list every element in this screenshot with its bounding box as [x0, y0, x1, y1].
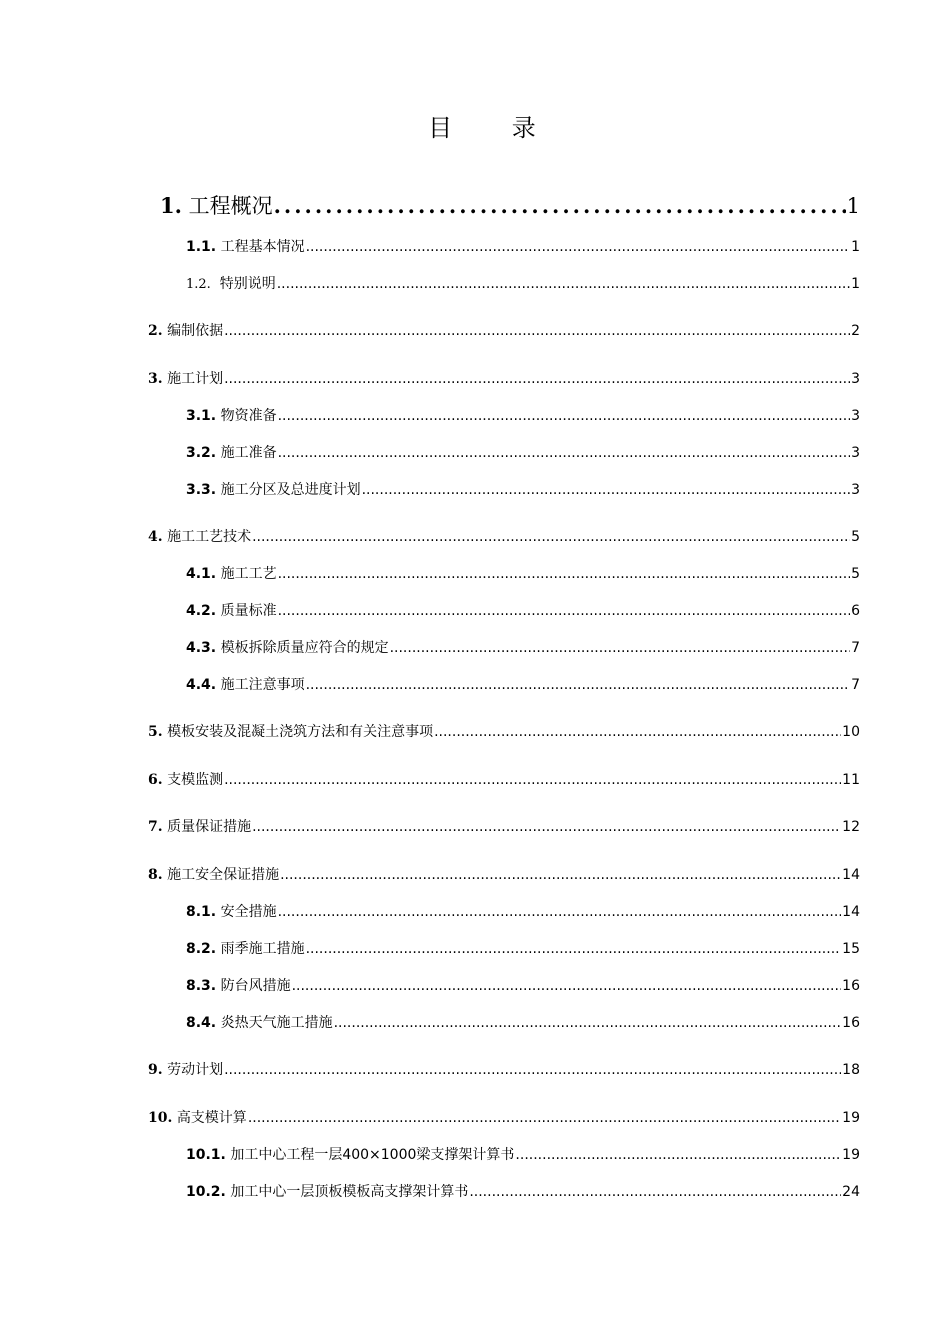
toc-entry-text: 高支模计算: [176, 1110, 247, 1126]
toc-entry-page: 16: [842, 1015, 860, 1031]
toc-entry-page: 3: [851, 482, 860, 498]
toc-entry-number: 3.2.: [186, 445, 217, 461]
toc-entry-number: 2.: [148, 323, 163, 339]
dot-leader: [280, 867, 841, 883]
toc-entry-1-2[interactable]: [186, 273, 860, 293]
dot-leader: [278, 603, 851, 619]
toc-entry-page: 12: [842, 819, 860, 835]
toc-entry-text: 炎热天气施工措施: [220, 1015, 333, 1031]
toc-entry-page: 1: [851, 276, 860, 292]
toc-entry-number: 4.2.: [186, 603, 217, 619]
toc-entry-4-3[interactable]: [186, 637, 860, 657]
dot-leader: [252, 529, 850, 545]
dot-leader: [306, 677, 851, 693]
toc-entry-8-4[interactable]: [186, 1012, 860, 1032]
dot-leader: [306, 941, 842, 957]
toc-entry-number: 8.2.: [186, 941, 217, 957]
dot-leader: [277, 276, 850, 292]
toc-entry-4-4[interactable]: [186, 674, 860, 694]
toc-entry-number: 10.2.: [186, 1184, 226, 1200]
dot-leader: [292, 978, 842, 994]
toc-entry-text: 特别说明: [219, 276, 276, 292]
toc-entry-3-2[interactable]: [186, 442, 860, 462]
toc-entry-text: 支模监测: [167, 772, 224, 788]
toc-entry-5[interactable]: [148, 721, 860, 741]
toc-entry-text: 施工工艺: [220, 566, 277, 582]
dot-leader: [390, 640, 851, 656]
toc-entry-8-1[interactable]: [186, 901, 860, 921]
dot-leader: [434, 724, 841, 740]
toc-entry-3-3[interactable]: [186, 479, 860, 499]
toc-entry-text: 模板拆除质量应符合的规定: [220, 640, 389, 656]
toc-entry-6[interactable]: [148, 769, 860, 789]
toc-entry-number: 8.1.: [186, 904, 217, 920]
toc-entry-page: 19: [842, 1110, 860, 1126]
toc-entry-number: 7.: [148, 819, 163, 835]
toc-entry-8-3[interactable]: [186, 975, 860, 995]
toc-entry-number: 10.1.: [186, 1147, 226, 1163]
toc-entry-text: 工程概况: [188, 194, 273, 218]
toc-entry-page: 10: [842, 724, 860, 740]
toc-entry-page: 24: [842, 1184, 860, 1200]
toc-entry-text: 物资准备: [220, 408, 277, 424]
toc-entry-text: 施工注意事项: [220, 677, 305, 693]
toc-entry-2[interactable]: [148, 320, 860, 340]
toc-entry-text: 雨季施工措施: [220, 941, 305, 957]
toc-entry-number: 4.: [148, 529, 163, 545]
dot-leader: [224, 371, 850, 387]
dot-leader: [224, 323, 850, 339]
toc-entry-page: 6: [851, 603, 860, 619]
toc-title: 目 录: [428, 114, 562, 142]
toc-entry-page: 7: [851, 677, 860, 693]
dot-leader: [469, 1184, 841, 1200]
toc-entry-text: 质量保证措施: [167, 819, 252, 835]
toc-entry-number: 4.3.: [186, 640, 217, 656]
toc-entry-number: 1.: [160, 193, 182, 218]
toc-entry-page: 1: [851, 239, 860, 255]
dot-leader: [278, 566, 851, 582]
toc-entry-page: 5: [851, 566, 860, 582]
toc-entry-text: 质量标准: [220, 603, 277, 619]
toc-entry-page: 7: [851, 640, 860, 656]
toc-entry-page: 3: [851, 371, 860, 387]
toc-entry-text: 加工中心一层顶板模板高支撑架计算书: [230, 1184, 469, 1200]
dot-leader: [306, 239, 851, 255]
toc-entry-number: 4.1.: [186, 566, 217, 582]
toc-entry-page: 14: [842, 904, 860, 920]
toc-entry-10[interactable]: [148, 1107, 860, 1127]
toc-entry-number: 8.4.: [186, 1015, 217, 1031]
toc-entry-text: 施工计划: [167, 371, 224, 387]
toc-entry-number: 4.4.: [186, 677, 217, 693]
toc-entry-number: 1.1.: [186, 239, 217, 255]
dot-leader: [362, 482, 851, 498]
toc-entry-number: 9.: [148, 1062, 163, 1078]
dot-leader: [334, 1015, 842, 1031]
toc-entry-number: 1.2.: [186, 277, 211, 292]
toc-entry-text: 施工安全保证措施: [167, 867, 280, 883]
toc-entry-text: 工程基本情况: [220, 239, 305, 255]
toc-entry-page: 19: [842, 1147, 860, 1163]
toc-entry-10-2[interactable]: [186, 1181, 860, 1201]
toc-entry-page: 1: [846, 194, 860, 218]
toc-entry-3-1[interactable]: [186, 405, 860, 425]
toc-entry-1[interactable]: [160, 190, 860, 220]
toc-entry-10-1[interactable]: [186, 1144, 860, 1164]
toc-entry-4-1[interactable]: [186, 563, 860, 583]
toc-entry-number: 3.3.: [186, 482, 217, 498]
toc-entry-text: 安全措施: [220, 904, 277, 920]
toc-entry-number: 6.: [148, 772, 163, 788]
dot-leader: [278, 445, 851, 461]
dot-leader: [224, 1062, 841, 1078]
toc-entry-page: 3: [851, 445, 860, 461]
toc-entry-number: 10.: [148, 1110, 173, 1126]
toc-entry-number: 5.: [148, 724, 163, 740]
toc-entry-number: 3.1.: [186, 408, 217, 424]
dot-leader: [224, 772, 841, 788]
toc-entry-page: 11: [842, 772, 860, 788]
dot-leader: [248, 1110, 841, 1126]
toc-entry-page: 5: [851, 529, 860, 545]
toc-entry-page: 14: [842, 867, 860, 883]
toc-entry-number: 3.: [148, 371, 163, 387]
toc-entry-text: 劳动计划: [167, 1062, 224, 1078]
toc-entry-number: 8.3.: [186, 978, 217, 994]
toc-entry-text: 加工中心工程一层400×1000梁支撑架计算书: [230, 1147, 515, 1163]
toc-entry-page: 18: [842, 1062, 860, 1078]
toc-entry-7[interactable]: [148, 816, 860, 836]
toc-entry-1-1[interactable]: [186, 236, 860, 256]
toc-entry-page: 15: [842, 941, 860, 957]
dot-leader: [252, 819, 841, 835]
toc-entry-page: 16: [842, 978, 860, 994]
dot-leader: [515, 1147, 841, 1163]
toc-entry-3[interactable]: [148, 368, 860, 388]
toc-entry-8-2[interactable]: [186, 938, 860, 958]
toc-entry-number: 8.: [148, 867, 163, 883]
dot-leader: [278, 408, 851, 424]
toc-entry-page: 3: [851, 408, 860, 424]
toc-entry-text: 施工工艺技术: [167, 529, 252, 545]
toc-entry-text: 编制依据: [167, 323, 224, 339]
toc-entry-text: 模板安装及混凝土浇筑方法和有关注意事项: [167, 724, 434, 740]
toc-entry-page: 2: [851, 323, 860, 339]
toc-entry-8[interactable]: [148, 864, 860, 884]
toc-entry-text: 防台风措施: [220, 978, 291, 994]
toc-entry-4-2[interactable]: [186, 600, 860, 620]
toc-entry-9[interactable]: [148, 1059, 860, 1079]
toc-entry-4[interactable]: [148, 526, 860, 546]
toc-entry-text: 施工准备: [220, 445, 277, 461]
dot-leader: [274, 193, 846, 218]
dot-leader: [278, 904, 842, 920]
toc-entry-text: 施工分区及总进度计划: [220, 482, 361, 498]
